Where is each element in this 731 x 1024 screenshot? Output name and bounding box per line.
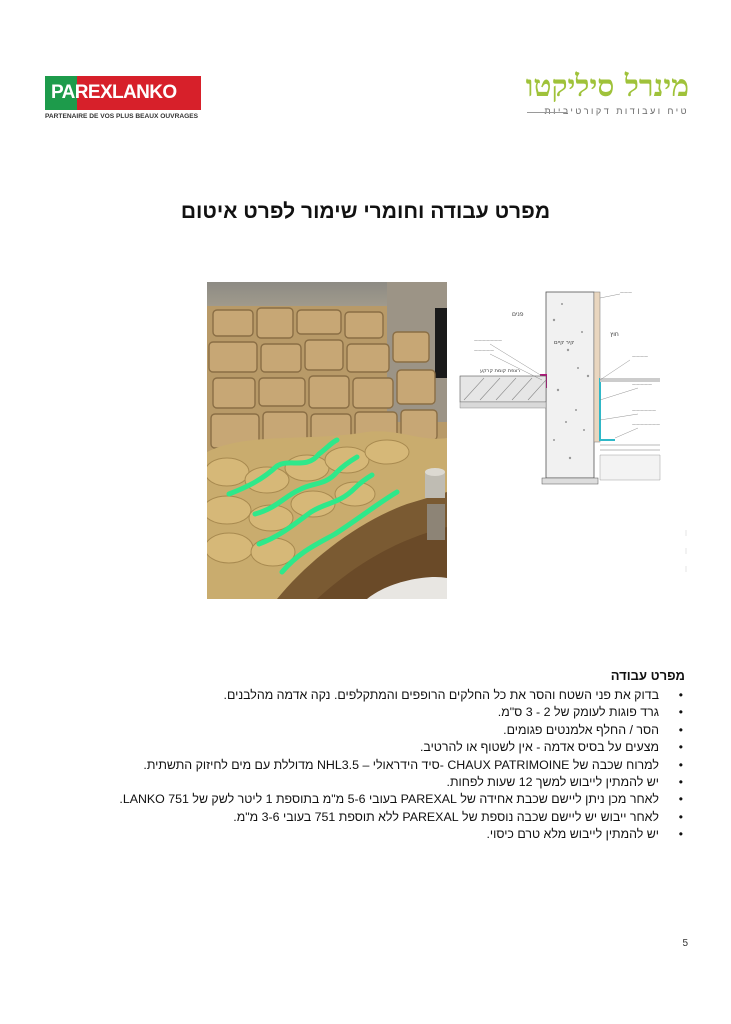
svg-text:————: ———— <box>632 354 648 359</box>
diagram-label-inside: פנים <box>512 311 524 318</box>
mineral-silicato-logo <box>499 70 689 116</box>
wall-photo <box>207 282 447 599</box>
parexlanko-tagline: PARTENAIRE DE VOS PLUS BEAUX OUVRAGES <box>45 113 199 120</box>
list-item: • הסר / החלף אלמנטים פגומים. <box>60 722 659 739</box>
list-item: • לאחר ייבוש יש ליישם שכבה נוספת של PAREXAL ללא תוספת 751 בעובי 3-6 מ"מ. <box>60 809 659 826</box>
list-item: • מצעים על בסיס אדמה - אין לשטוף או להרטיב. <box>60 739 659 756</box>
diagram-label-floor: רצפת קומת קרקע <box>480 368 521 374</box>
svg-text:———: ——— <box>620 290 632 295</box>
work-spec-heading: מפרט עבודה <box>610 668 685 683</box>
work-spec-list <box>60 687 687 844</box>
list-item: • למרוח שכבה של CHAUX PATRIMOINE -סיד הידראולי – NHL3.5 מדוללת עם מים לחיזוק התשתית. <box>60 757 659 774</box>
list-item: • גרד פוגות לעומק של 2 - 3 ס"מ. <box>60 704 659 721</box>
parexlanko-logo-text: PAREXLANKO <box>51 82 177 103</box>
svg-text:———————: ——————— <box>632 422 660 427</box>
list-item: • בדוק את פני השטח והסר את כל החלקים הרופפים והמתקלפים. נקה אדמה מהלבנים. <box>60 687 659 704</box>
work-spec-section <box>60 668 687 844</box>
svg-text:—————: ————— <box>474 348 494 353</box>
waterproofing-section-diagram <box>450 280 690 600</box>
page-title: מפרט עבודה וחומרי שימור לפרט איטום <box>180 200 551 223</box>
list-item: • יש להמתין לייבוש מלא טרם כיסוי. <box>60 826 659 843</box>
parexlanko-logo <box>45 76 201 120</box>
svg-text:———————: ——————— <box>474 338 502 343</box>
list-item: • לאחר מכן ניתן ליישם שכבת אחידה של PAREXAL בעובי 5-6 מ"מ בתוספת 1 ליטר לשק של LANKO 751. <box>60 791 659 808</box>
diagram-label-wall: קיר קיים <box>554 340 574 346</box>
svg-text:——————: —————— <box>632 408 656 413</box>
page-number: 5 <box>682 938 688 949</box>
list-item: • יש להמתין לייבוש למשך 12 שעות לפחות. <box>60 774 659 791</box>
diagram-label-outside: חוץ <box>610 331 619 338</box>
mineral-logo-text: מינרל סיליקטו <box>525 69 689 104</box>
svg-text:—————: ————— <box>632 382 652 387</box>
mineral-logo-tagline: טיח ועבודות דקורטיביות <box>544 106 689 116</box>
logo-divider <box>527 112 567 113</box>
